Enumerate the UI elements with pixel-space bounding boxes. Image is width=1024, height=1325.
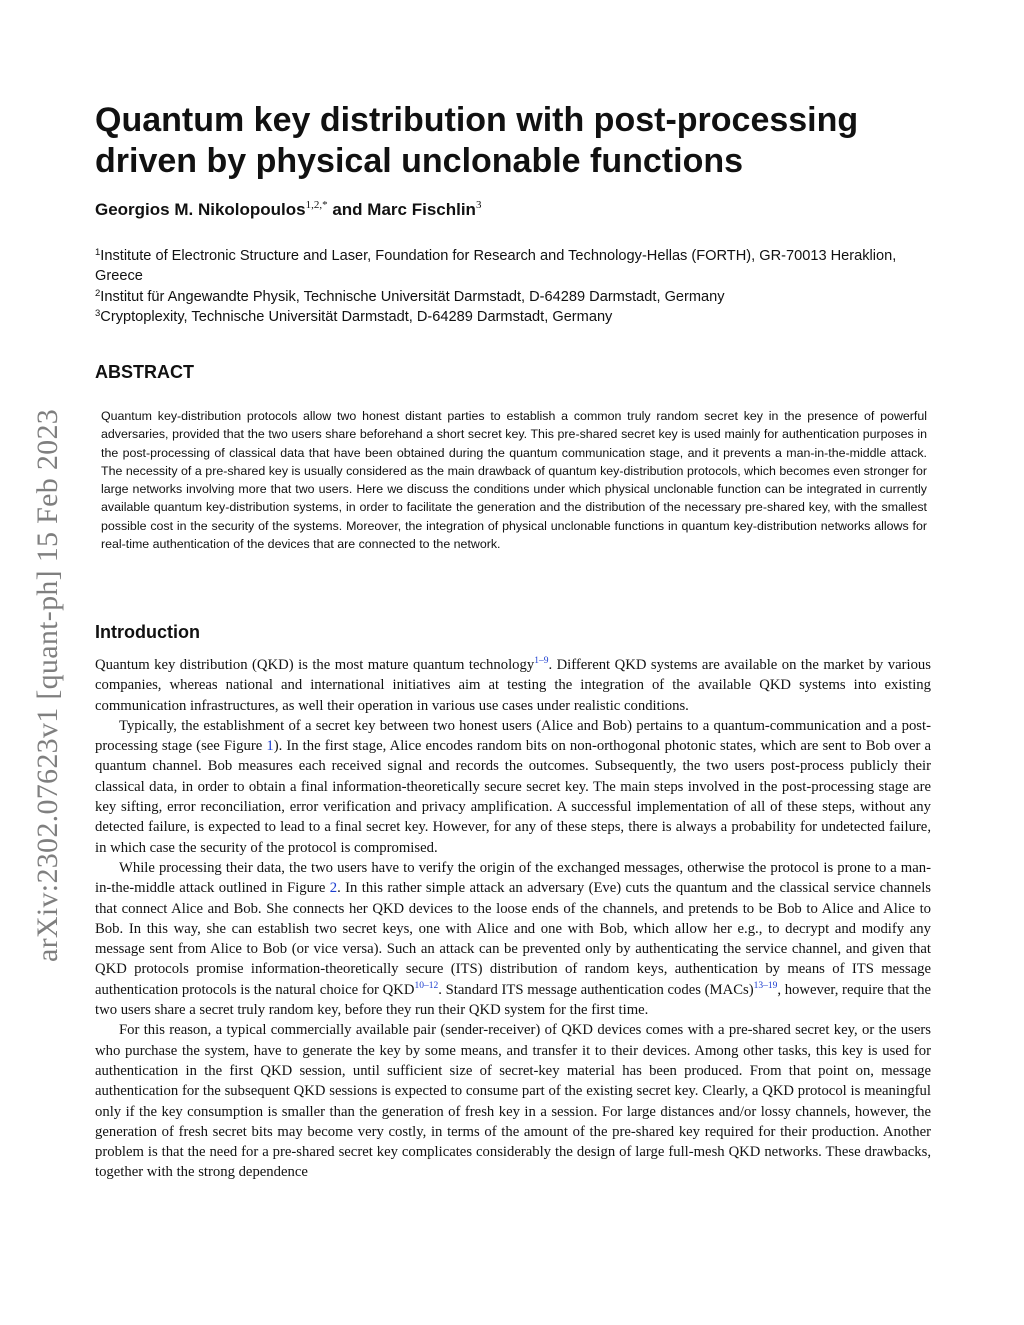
paragraph-text: , however, require that the two users share a secret truly random key, before they run their QKD system for the first time. [95,981,931,1019]
affiliation-number: 2 [95,287,101,299]
body-paragraph [95,858,931,1020]
citation-link[interactable]: 10–12 [414,980,439,991]
paragraph-text: . Standard ITS message authentication codes (MACs) [438,981,754,998]
author-affiliation-marks: 3 [475,199,482,211]
abstract-heading: ABSTRACT [95,362,194,382]
affiliation-item [95,307,935,327]
citation-link[interactable]: 13–19 [753,980,778,991]
affiliation-item [95,246,935,287]
paper-title [95,100,931,182]
paragraph-text: While processing their data, the two users have to verify the origin of the exchanged messages, otherwise the protocol is prone to a man-in-the-middle attack outlined in Figure [95,859,931,897]
figure-ref-link[interactable]: 1 [266,738,274,755]
author-name: Marc Fischlin [367,200,476,219]
paragraph-text: Typically, the establishment of a secret key between two honest users (Alice and Bob) pertains to a quantum-communication and a post-processing stage (see Figure [95,717,931,755]
author-conjunction: and [327,200,368,219]
abstract-text: Quantum key-distribution protocols allow two honest distant parties to establish a common truly random secret key in the presence of powerful adversaries, provided that the two users share beforehand a short secret key. This pre-shared secret key is used mainly for authentication purposes in the post-processing of classical data that have been obtained during the quantum communication stage, and it prevents a man-in-the-middle attack. The necessity of a pre-shared key is usually considered as the main drawback of quantum key-distribution protocols, which becomes even stronger for large networks involving more that two users. Here we discuss the conditions under which physical unclonable function can be integrated in currently available quantum key-distribution systems, in order to facilitate the generation and the distribution of the necessary pre-shared key, with the smallest possible cost in the security of the systems. Moreover, the integration of physical unclonable functions in quantum key-distribution networks allows for real-time authentication of the devices that are connected to the network. [101,409,927,552]
figure-ref-link[interactable]: 2 [329,880,338,897]
paragraph-text: Quantum key distribution (QKD) is the most mature quantum technology [95,657,535,673]
paragraph-text: . Different QKD systems are available on the market by various companies, whereas national and international initiatives aim at testing the integration of the available QKD systems into existing communication infrastructures, as well their operation in various use cases under realistic conditions. [95,657,931,714]
affiliation-item [95,287,935,307]
author-list [95,198,931,222]
affiliation-text: Cryptoplexity, Technische Universität Darmstadt, D-64289 Darmstadt, Germany [100,309,613,326]
affiliation-text: Institut für Angewandte Physik, Technische Universität Darmstadt, D-64289 Darmstadt, Germany [100,288,725,305]
author-affiliation-marks: 1,2,* [305,199,328,211]
body-paragraph [95,716,931,858]
body-paragraph: For this reason, a typical commercially available pair (sender-receiver) of QKD devices comes with a pre-shared secret key, or the users who purchase the system, have to generate the key by some means, and transfer it to their devices. Among other tasks, this key is used for authentication in the first QKD session, until sufficient size of secret-key material has been produced. From that point on, message authentication for the subsequent QKD sessions is expected to consume part of the existing secret key. Clearly, a QKD protocol is meaningful only if the key consumption is smaller than the generation of fresh key in a session. For large distances and/or lossy channels, however, the generation of fresh secret bits may become very costly, in terms of the amount of the pre-shared key required for their production. Another problem is that the need for a pre-shared secret key complicates considerably the design of large full-mesh QKD networks. These drawbacks, together with the strong dependence [95,1022,931,1181]
body-paragraph [95,655,931,716]
author-name: Georgios M. Nikolopoulos [95,200,306,219]
title-line-2: driven by physical unclonable functions [95,142,744,180]
affiliation-list [95,246,935,328]
affiliation-number: 1 [95,247,101,258]
introduction-heading: Introduction [95,622,200,642]
paragraph-text: ). In the first stage, Alice encodes random bits on non-orthogonal photonic states, which are sent to Bob over a quantum channel. Bob measures each received signal and records the outcomes. Subsequently, the two users post-process publicly their classical data, in order to obtain a final information-theoretically secure secret key. The main steps involved in the post-processing stage are key sifting, error reconciliation, error verification and privacy amplification. A successful implementation of all of these steps, without any detected failure, is expected to lead to a final secret key. However, for any of these steps, there is always a probability for undetected failure, in which case the security of the protocol is compromised. [95,738,931,856]
paragraph-text: . In this rather simple attack an adversary (Eve) cuts the quantum and the classical service channels that connect Alice and Bob. She connects her QKD devices to the loose ends of the channels, and pretends to be Bob to Alice and Alice to Bob. In this way, she can establish two secret keys, one with Alice and one with Bob, which allow her e.g., to decrypt and modify any message sent from Alice to Bob (or vice versa). Such an attack can be prevented only by authenticating the service channel, and given that QKD protocols promise information-theoretically secure (ITS) distribution of random keys, authentication by means of ITS message authentication protocols is the natural choice for QKD [95,880,931,998]
affiliation-number: 3 [95,308,101,320]
title-line-1: Quantum key distribution with post-processing [95,101,859,139]
affiliation-text: Institute of Electronic Structure and Laser, Foundation for Research and Technology-Hellas (FORTH), GR-70013 Heraklion, Greece [95,248,897,285]
arxiv-sidebar [30,342,66,962]
arxiv-identifier: arXiv:2302.07623v1 [quant-ph] 15 Feb 2023 [31,408,64,962]
introduction-body [95,655,931,1183]
citation-link[interactable]: 1–9 [534,656,549,666]
